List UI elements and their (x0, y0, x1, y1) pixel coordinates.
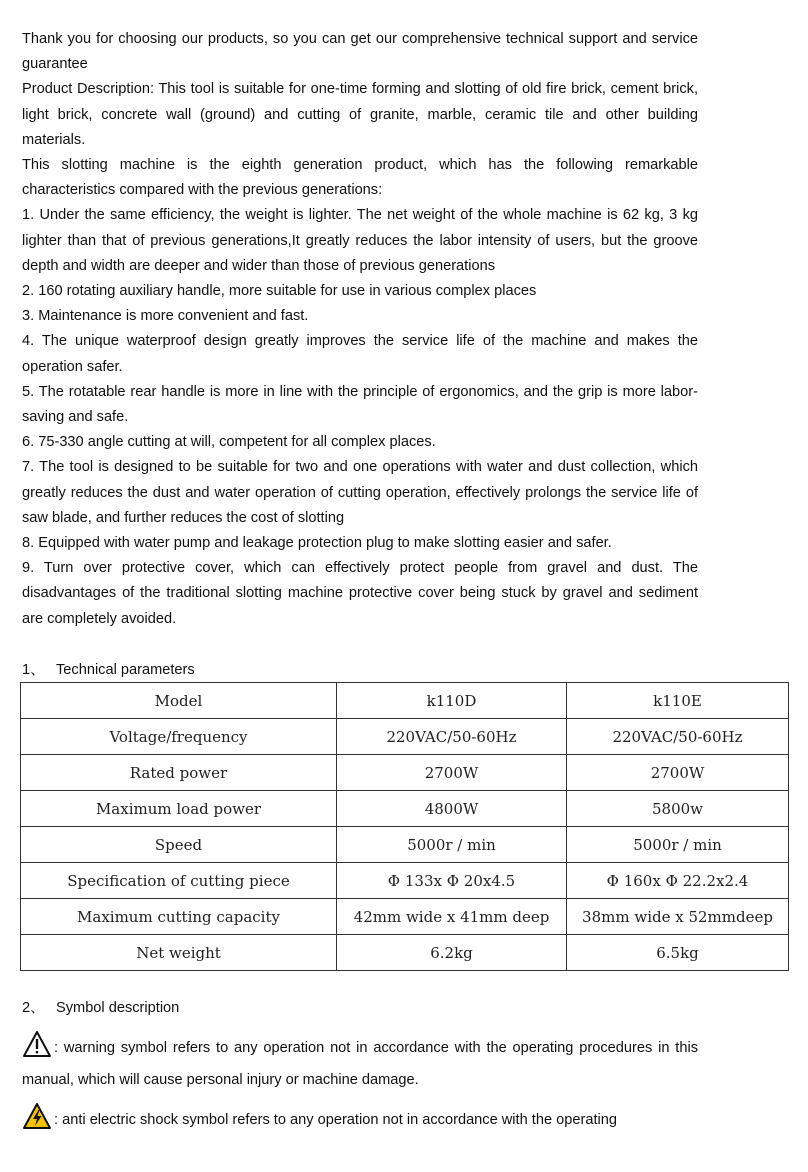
table-cell: 5000r / min (337, 827, 567, 863)
table-cell: 42mm wide x 41mm deep (337, 899, 567, 935)
symbol-description-heading (22, 996, 179, 1021)
table-cell: k110D (337, 683, 567, 719)
warning-triangle-icon (22, 1030, 52, 1058)
feature-item: 7. The tool is designed to be suitable for two and one operations with water and dust collection, which greatly reduces the dust and water operation of cutting operation, effectively prolongs the service life of saw blade, and further reduces the cost of slotting (22, 459, 698, 526)
table-cell: Net weight (21, 935, 337, 971)
section-title: Technical parameters (56, 662, 195, 678)
table-cell: 5000r / min (567, 827, 789, 863)
table-cell: 5800w (567, 791, 789, 827)
table-cell: 220VAC/50-60Hz (567, 719, 789, 755)
table-cell: Specification of cutting piece (21, 863, 337, 899)
table-cell: Maximum load power (21, 791, 337, 827)
table-row (21, 683, 789, 719)
table-cell: Φ 160x Φ 22.2x2.4 (567, 863, 789, 899)
warning-symbol-description (22, 1030, 698, 1096)
shock-symbol-text: : anti electric shock symbol refers to any operation not in accordance with the operating (54, 1112, 617, 1128)
intro-description: Product Description: This tool is suitable for one-time forming and slotting of old fire brick, cement brick, light brick, concrete wall (ground) and cutting of granite, marble, ceramic tile and other building materials. (22, 81, 698, 148)
table-cell: 2700W (567, 755, 789, 791)
table-cell: Voltage/frequency (21, 719, 337, 755)
table-cell: Speed (21, 827, 337, 863)
table-row (21, 719, 789, 755)
feature-item: 9. Turn over protective cover, which can effectively protect people from gravel and dust. The disadvantages of the traditional slotting machine protective cover being stuck by gravel and sediment are completely avoided. (22, 560, 698, 627)
section-title: Symbol description (56, 1000, 180, 1016)
manual-page-body (22, 27, 698, 632)
electric-shock-icon (22, 1102, 52, 1130)
table-cell: Model (21, 683, 337, 719)
table-cell: Φ 133x Φ 20x4.5 (337, 863, 567, 899)
technical-parameters-heading (22, 658, 195, 683)
feature-item: 3. Maintenance is more convenient and fast. (22, 308, 309, 325)
table-cell: 2700W (337, 755, 567, 791)
table-cell: Rated power (21, 755, 337, 791)
feature-item: 8. Equipped with water pump and leakage protection plug to make slotting easier and safer. (22, 535, 612, 552)
table-row (21, 899, 789, 935)
warning-symbol-text: : warning symbol refers to any operation not in accordance with the operating procedures in this manual, which will cause personal injury or machine damage. (22, 1040, 698, 1088)
intro-thanks: Thank you for choosing our products, so you can get our comprehensive technical support and service guarantee (22, 31, 698, 73)
feature-item: 4. The unique waterproof design greatly improves the service life of the machine and makes the operation safer. (22, 333, 698, 375)
feature-item: 2. 160 rotating auxiliary handle, more suitable for use in various complex places (22, 283, 537, 300)
feature-item: 5. The rotatable rear handle is more in line with the principle of ergonomics, and the grip is more labor-saving and safe. (22, 383, 698, 426)
technical-parameters-table (20, 682, 789, 971)
table-row (21, 827, 789, 863)
table-cell: 6.2kg (337, 935, 567, 971)
section-number: 1、 (22, 662, 45, 678)
intro-generation: This slotting machine is the eighth generation product, which has the following remarkable characteristics compared with the previous generations: (22, 157, 698, 199)
section-number: 2、 (22, 1000, 45, 1016)
table-cell: k110E (567, 683, 789, 719)
feature-item: 6. 75-330 angle cutting at will, competent for all complex places. (22, 434, 436, 451)
table-cell: Maximum cutting capacity (21, 899, 337, 935)
table-cell: 6.5kg (567, 935, 789, 971)
table-cell: 220VAC/50-60Hz (337, 719, 567, 755)
table-cell: 38mm wide x 52mmdeep (567, 899, 789, 935)
table-row (21, 863, 789, 899)
shock-symbol-description (22, 1102, 698, 1136)
table-row (21, 755, 789, 791)
table-cell: 4800W (337, 791, 567, 827)
feature-item: 1. Under the same efficiency, the weight is lighter. The net weight of the whole machine is 62 kg, 3 kg lighter than that of previous generations,It greatly reduces the labor intensity of users, but the groove depth and width are deeper and wider than those of previous generations (22, 207, 698, 274)
table-row (21, 935, 789, 971)
table-row (21, 791, 789, 827)
